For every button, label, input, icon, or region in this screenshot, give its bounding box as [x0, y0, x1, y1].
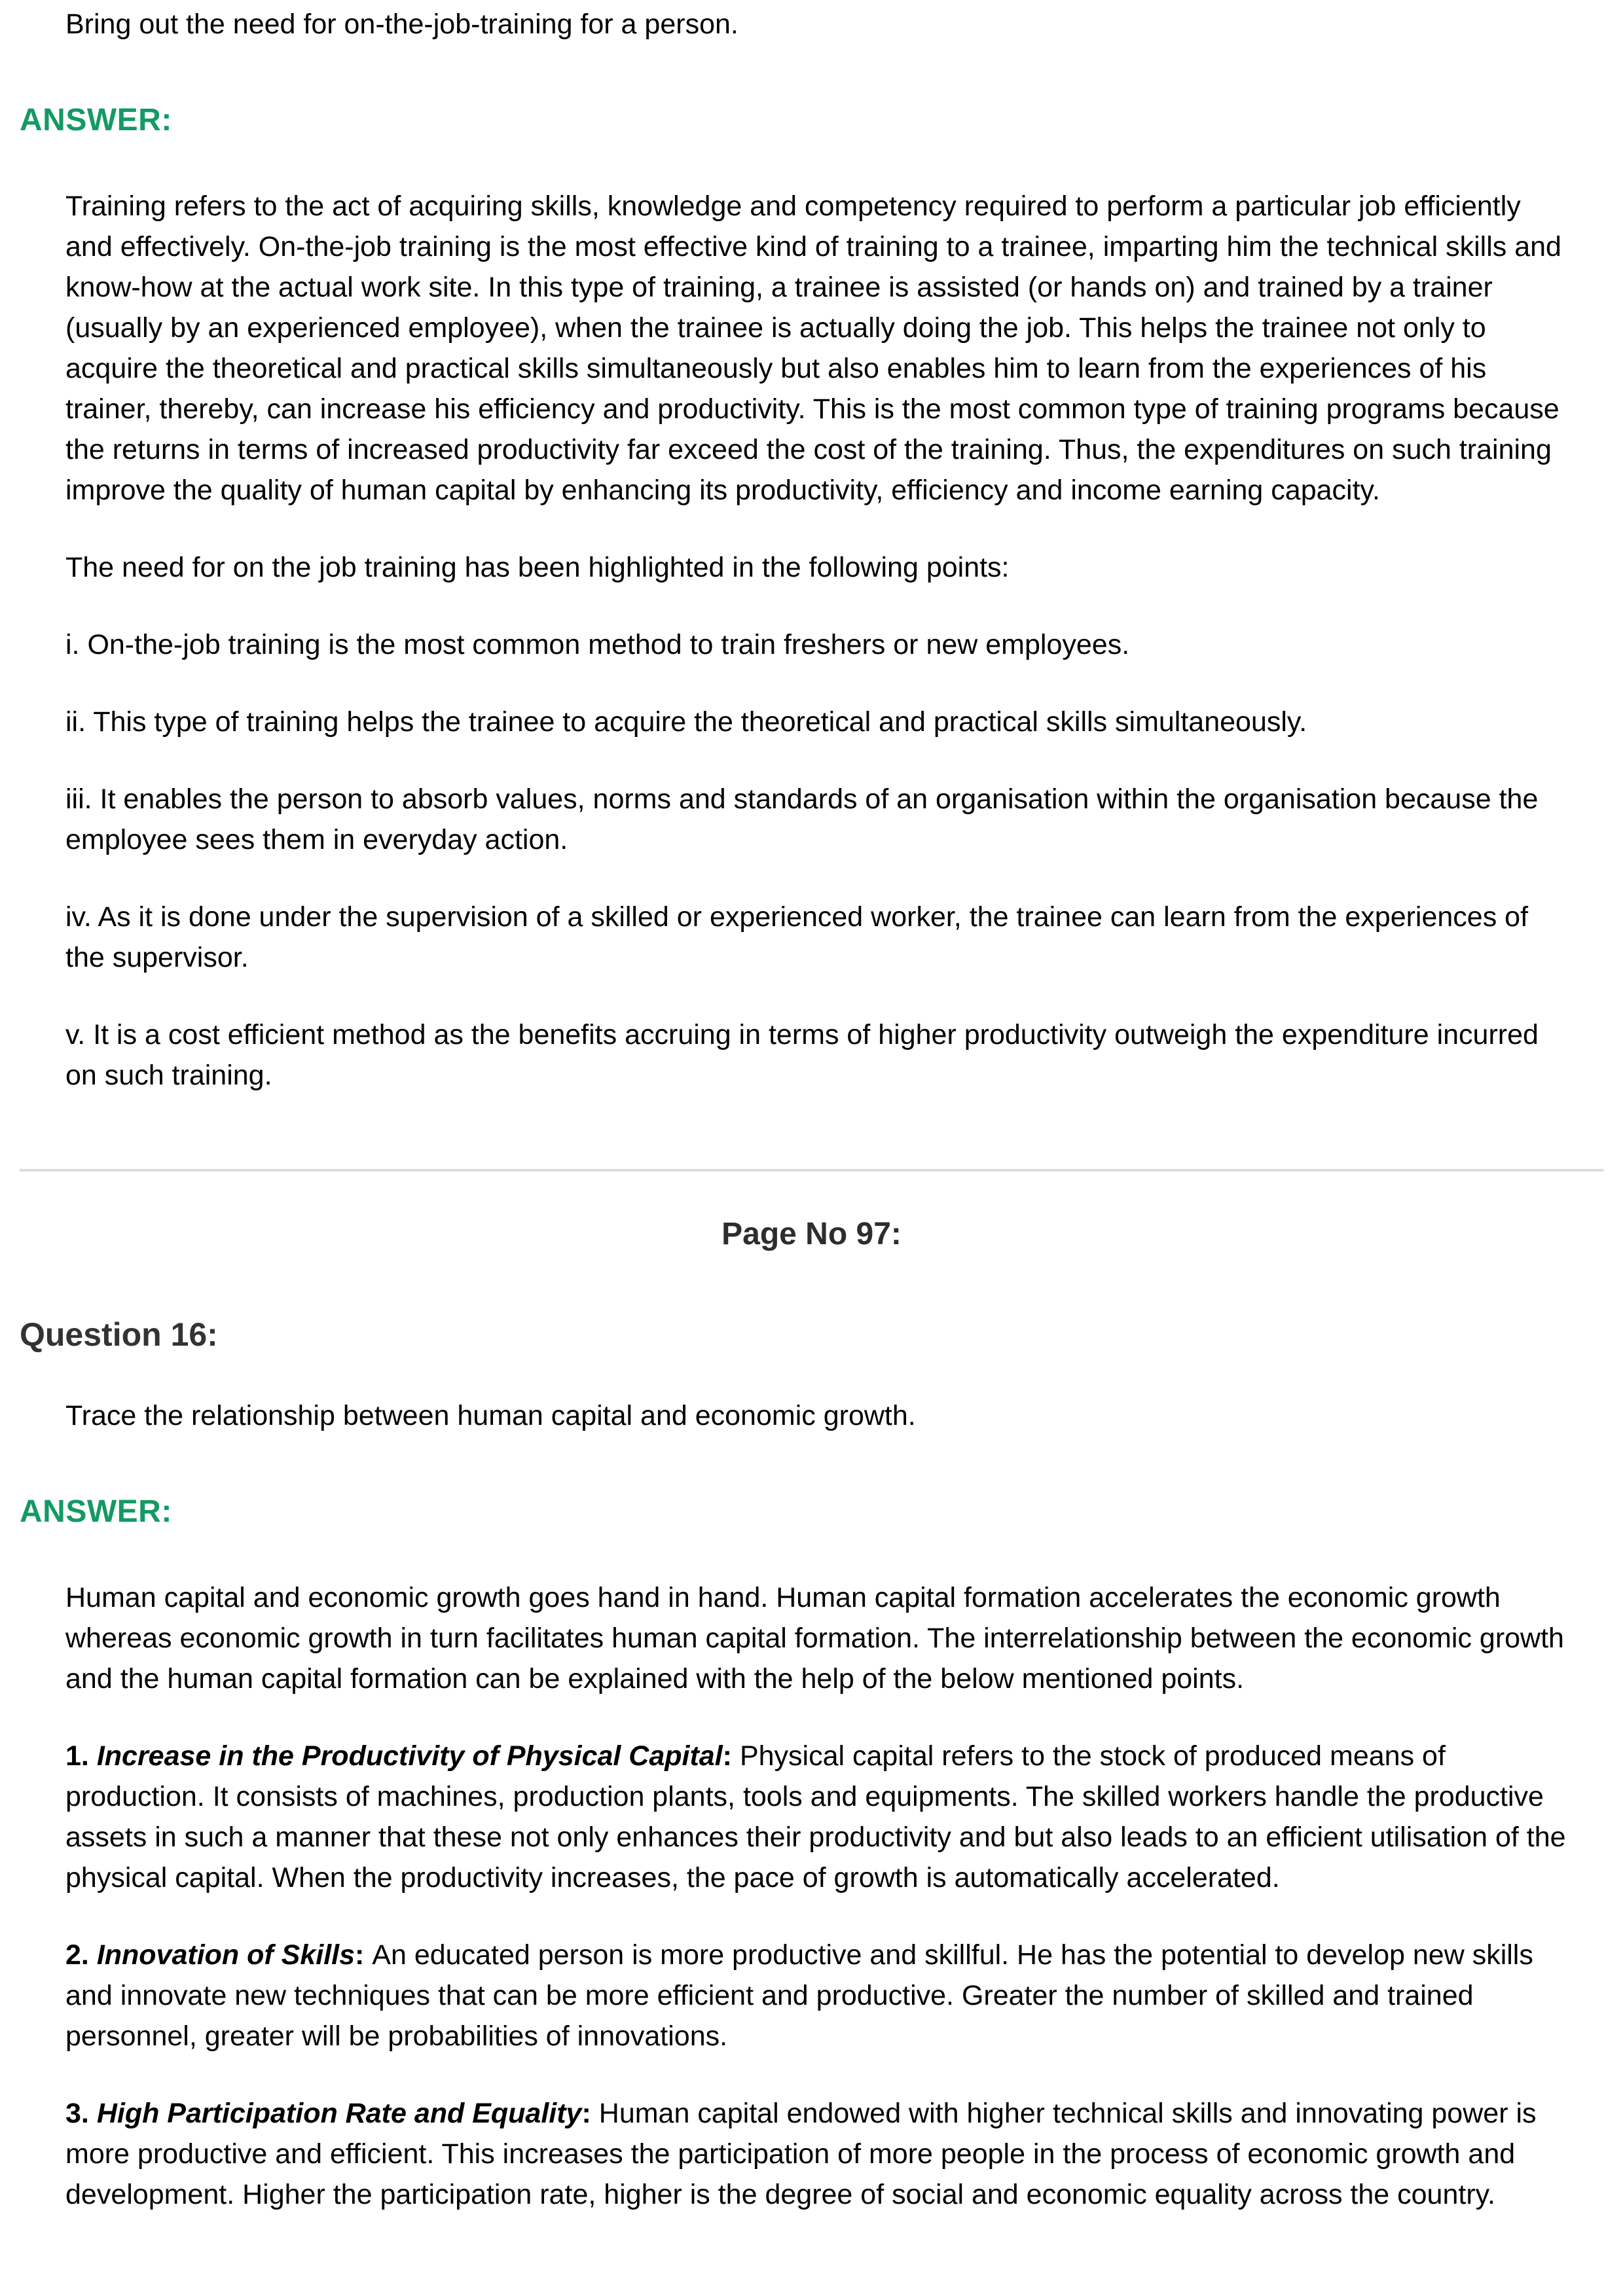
numbered-point-1	[65, 1736, 1571, 1898]
question-text: Bring out the need for on-the-job-training for a person.	[65, 9, 739, 40]
point-colon: :	[722, 1740, 740, 1772]
point-text: An educated person is more productive and skillful. He has the potential to develop new skills and innovate new techniques that can be more efficient and productive. Greater the number of skilled and trained personnel, greater will be probabilities of innovations.	[65, 1939, 1533, 2052]
list-item-ii: ii. This type of training helps the trainee to acquire the theoretical and practical skills simultaneously.	[65, 706, 1307, 738]
point-colon: :	[581, 2098, 599, 2129]
question-16-answer-block	[20, 1316, 1603, 2215]
numbered-point-2	[65, 1935, 1571, 2056]
point-title: Increase in the Productivity of Physical Capital	[96, 1740, 723, 1772]
answer-intro-paragraph: Human capital and economic growth goes hand in hand. Human capital formation accelerates the economic growth whereas economic growth in turn facilitates human capital formation. The interrelationship between the economic growth and the human capital formation can be explained with the help of the below mentioned points.	[65, 1582, 1564, 1695]
point-title: Innovation of Skills	[96, 1939, 356, 1971]
list-item-iv: iv. As it is done under the supervision of a skilled or experienced worker, the trainee can learn from the experiences of the supervisor.	[65, 901, 1529, 973]
point-colon: :	[355, 1939, 373, 1971]
numbered-point-3	[65, 2093, 1571, 2215]
point-number: 3.	[65, 2098, 97, 2129]
list-item-iii: iii. It enables the person to absorb values, norms and standards of an organisation within the organisation because the employee sees them in everyday action.	[65, 783, 1539, 855]
answer-heading: ANSWER:	[20, 1494, 172, 1529]
point-text: Physical capital refers to the stock of produced means of production. It consists of machines, production plants, tools and equipments. The skilled workers handle the productive assets in such a manner that these not only enhances their productivity and but also leads to an efficient utilisation of the physical capital. When the productivity increases, the pace of growth is automatically accelerated.	[65, 1740, 1566, 1893]
question-15-answer-block	[20, 4, 1603, 1096]
point-title: High Participation Rate and Equality	[96, 2098, 582, 2129]
point-text: Human capital endowed with higher technical skills and innovating power is more productive and efficient. This increases the participation of more people in the process of economic growth and development. Higher the participation rate, higher is the degree of social and economic equality across the country.	[65, 2098, 1537, 2210]
question-text: Trace the relationship between human capital and economic growth.	[65, 1400, 916, 1431]
point-number: 1.	[65, 1740, 97, 1772]
page-number-heading: Page No 97:	[721, 1217, 902, 1251]
answer-paragraph: Training refers to the act of acquiring skills, knowledge and competency required to perform a particular job efficiently and effectively. On-the-job training is the most effective kind of training to a trainee, imparting him the technical skills and know-how at the actual work site. In this type of training, a trainee is assisted (or hands on) and trained by a trainer (usually by an experienced employee), when the trainee is actually doing the job. This helps the trainee not only to acquire the theoretical and practical skills simultaneously but also enables him to learn from the experiences of his trainer, thereby, can increase his efficiency and productivity. This is the most common type of training programs because the returns in terms of increased productivity far exceed the cost of the training. Thus, the expenditures on such training improve the quality of human capital by enhancing its productivity, efficiency and income earning capacity.	[65, 190, 1561, 506]
list-item-v: v. It is a cost efficient method as the benefits accruing in terms of higher productivity outweigh the expenditure incurred on such training.	[65, 1019, 1539, 1091]
question-label: Question 16:	[20, 1316, 218, 1353]
points-intro: The need for on the job training has been highlighted in the following points:	[65, 552, 1010, 583]
answer-heading: ANSWER:	[20, 103, 172, 137]
point-number: 2.	[65, 1939, 97, 1971]
list-item-i: i. On-the-job training is the most common method to train freshers or new employees.	[65, 629, 1130, 660]
section-divider	[20, 1169, 1603, 1172]
